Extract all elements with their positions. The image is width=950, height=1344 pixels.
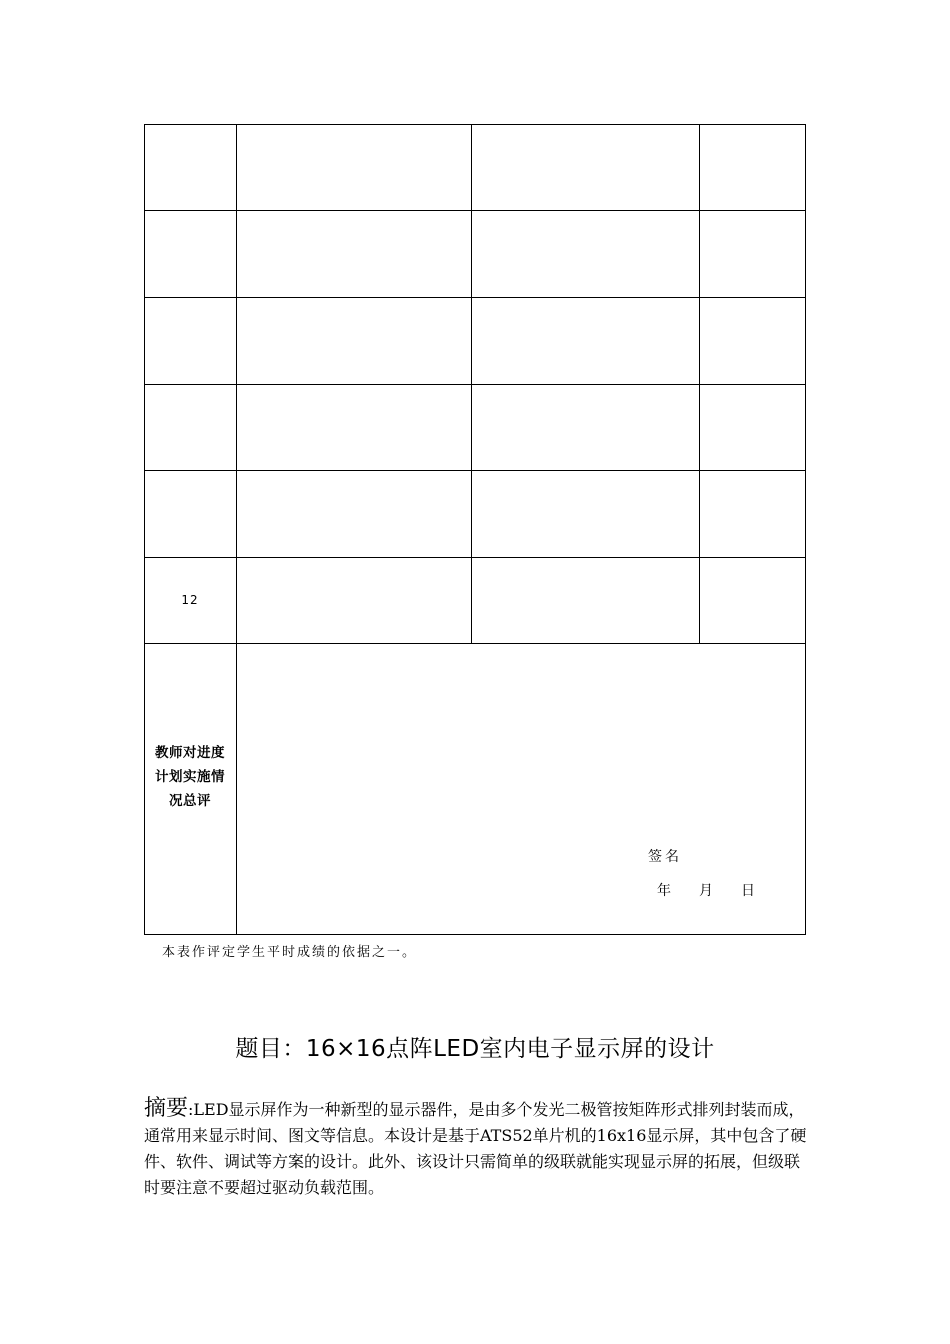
document-title: 题目：16×16点阵LED室内电子显示屏的设计	[235, 1036, 715, 1062]
abstract-label: 摘要	[144, 1096, 189, 1121]
signature-label: 签名	[648, 849, 682, 865]
table-divider	[144, 557, 806, 558]
table-divider	[144, 210, 806, 211]
abstract	[144, 1096, 808, 1201]
table-divider	[144, 643, 806, 644]
table-divider	[144, 384, 806, 385]
date-month: 月	[699, 883, 713, 899]
evaluation-label: 教师对进度计划实施情况总评	[155, 745, 225, 809]
table-divider	[236, 124, 237, 935]
progress-table	[144, 124, 806, 935]
table-divider	[144, 470, 806, 471]
date-year: 年	[657, 883, 671, 899]
table-divider	[144, 297, 806, 298]
date-day: 日	[741, 883, 755, 899]
abstract-text: :LED显示屏作为一种新型的显示器件，是由多个发光二极管按矩阵形式排列封装而成，通常用来显示时间、图文等信息。本设计是基于ATS52单片机的16x16显示屏，其中包含了硬件、软件、调试等方案的设计。此外、该设计只需简单的级联就能实现显示屏的拓展，但级联时要注意不要超过驱动负载范围。	[144, 1100, 807, 1197]
table-note: 本表作评定学生平时成绩的依据之一。	[162, 945, 418, 960]
row-number: 12	[181, 593, 199, 607]
